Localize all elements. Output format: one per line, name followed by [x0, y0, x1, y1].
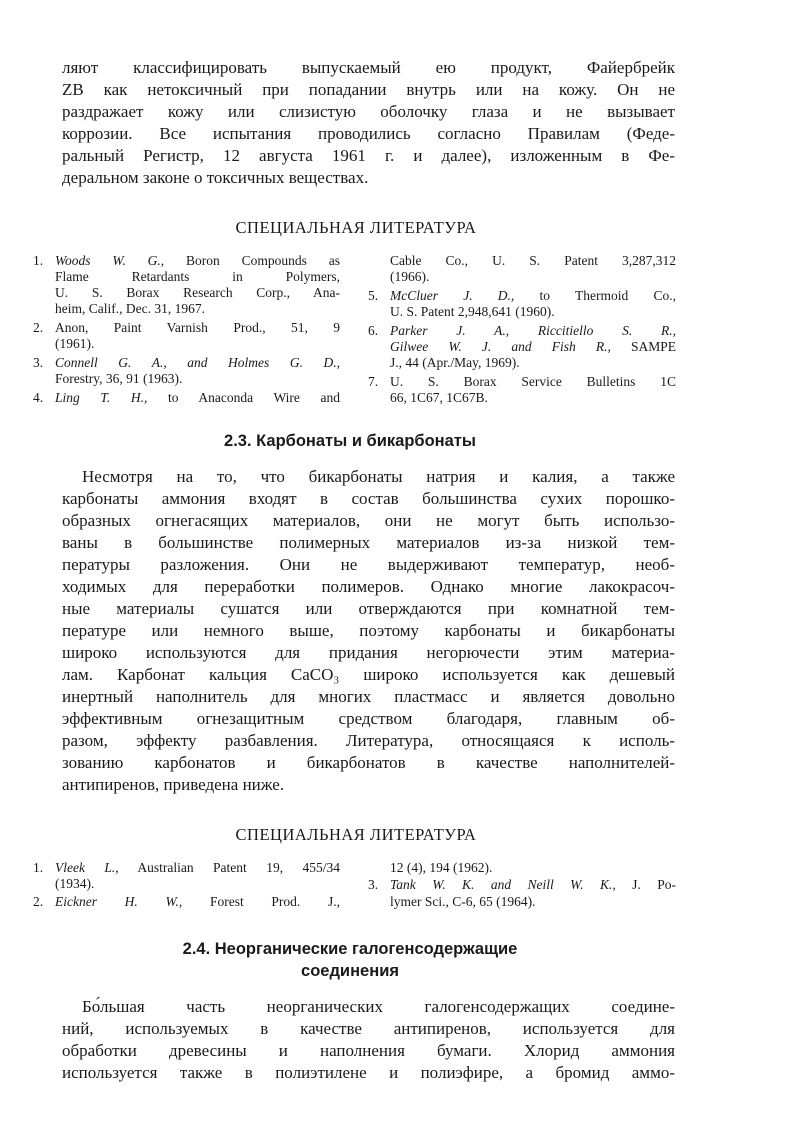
- text-line: обработки древесины и наполнения бумаги. Хлорид аммония: [62, 1041, 675, 1060]
- text-line: зованию карбонатов и бикарбонатов в качестве наполнителей-: [62, 753, 675, 772]
- text-line: разом, эффекту разбавления. Литература, относящаяся к исполь-: [62, 731, 675, 750]
- section-heading: соединения: [301, 962, 399, 980]
- text-line: карбонаты аммония входят в состав большинства сухих порошко-: [62, 489, 675, 508]
- text-line: пературе или немного выше, поэтому карбонаты и бикарбонаты: [62, 621, 675, 640]
- reference-line: Cable Co., U. S. Patent 3,287,312: [390, 253, 676, 268]
- reference-item: 4. Ling T. H., to Anaconda Wire and: [33, 390, 341, 405]
- text-line: ний, используемых в качестве антипиренов, используется для: [62, 1019, 675, 1038]
- reference-item: 5. McCluer J. D., to Thermoid Co.,: [368, 288, 676, 303]
- text-line: инертный наполнитель для многих пластмасс и является довольно: [62, 687, 675, 706]
- text-line: антипиренов, приведена ниже.: [62, 775, 285, 794]
- reference-line: Flame Retardants in Polymers,: [55, 269, 340, 284]
- reference-line: (1966).: [390, 269, 430, 284]
- reference-line: 12 (4), 194 (1962).: [390, 860, 493, 875]
- section-heading: 2.4. Неорганические галогенсодержащие: [182, 940, 518, 958]
- text-line: ходимых для переработки полимеров. Однако многие лакокрасоч-: [62, 577, 675, 596]
- text-line: ваны в большинстве полимерных материалов из-за низкой тем-: [62, 533, 675, 552]
- reference-line: U. S. Patent 2,948,641 (1960).: [390, 304, 555, 319]
- reference-line: U. S. Borax Research Corp., Ana-: [55, 285, 340, 300]
- text-line: Бо́льшая часть неорганических галогенсодержащих соедине-: [82, 997, 675, 1016]
- reference-line: (1961).: [55, 336, 95, 351]
- section-heading: 2.3. Карбонаты и бикарбонаты: [224, 432, 476, 450]
- text-line: образных огнегасящих материалов, они не могут быть использо-: [62, 511, 675, 530]
- literature-heading: СПЕЦИАЛЬНАЯ ЛИТЕРАТУРА: [235, 218, 477, 237]
- reference-line: (1934).: [55, 876, 95, 891]
- text-line: используется также в полиэтилене и полиэфире, а бромид аммо-: [62, 1063, 675, 1082]
- reference-line: Forestry, 36, 91 (1963).: [55, 371, 183, 386]
- literature-heading: СПЕЦИАЛЬНАЯ ЛИТЕРАТУРА: [235, 825, 477, 844]
- reference-item: 3. Tank W. K. and Neill W. K., J. Po-: [368, 877, 676, 892]
- text-line: коррозии. Все испытания проводились согласно Правилам (Феде-: [62, 124, 675, 143]
- text-line: широко используются для придания негорючести этим материа-: [62, 643, 675, 662]
- text-line: пературы разложения. Они не выдерживают температур, необ-: [62, 555, 675, 574]
- text-line: ZB как нетоксичный при попадании внутрь или на кожу. Он не: [62, 80, 675, 99]
- reference-line: heim, Calif., Dec. 31, 1967.: [55, 301, 205, 316]
- text-line: ляют классифицировать выпускаемый ею продукт, Файербрейк: [62, 58, 675, 77]
- reference-item: 2. Anon, Paint Varnish Prod., 51, 9: [33, 320, 340, 335]
- text-line: лам. Карбонат кальция CaCO₃ широко используется как дешевый: [62, 665, 675, 684]
- text-line: раздражает кожу или слизистую оболочку глаза и не вызывает: [62, 102, 675, 121]
- reference-line: 66, 1C67, 1C67B.: [390, 390, 488, 405]
- reference-line: Gilwee W. J. and Fish R., SAMPE: [390, 339, 676, 354]
- text-line: ральный Регистр, 12 августа 1961 г. и далее), изложенным в Фе-: [62, 146, 675, 165]
- text-line: Несмотря на то, что бикарбонаты натрия и калия, а также: [82, 467, 675, 486]
- reference-item: 3. Connell G. A., and Holmes G. D.,: [33, 355, 340, 370]
- reference-item: 1. Vleek L., Australian Patent 19, 455/34: [33, 860, 341, 875]
- reference-line: lymer Sci., C-6, 65 (1964).: [390, 894, 536, 909]
- reference-item: 7. U. S. Borax Service Bulletins 1C: [368, 374, 676, 389]
- text-line: ные материалы сушатся или отверждаются при комнатной тем-: [62, 599, 675, 618]
- reference-item: 1. Woods W. G., Boron Compounds as: [33, 253, 341, 268]
- reference-item: 6. Parker J. A., Riccitiello S. R.,: [368, 323, 676, 338]
- text-line: деральном законе о токсичных веществах.: [62, 168, 369, 187]
- text-line: эффективным огнезащитным средством благодаря, главным об-: [62, 709, 675, 728]
- ref-author: Woods W. G.,: [55, 253, 165, 268]
- reference-line: J., 44 (Apr./May, 1969).: [390, 355, 520, 370]
- reference-item: 2. Eickner H. W., Forest Prod. J.,: [33, 894, 340, 909]
